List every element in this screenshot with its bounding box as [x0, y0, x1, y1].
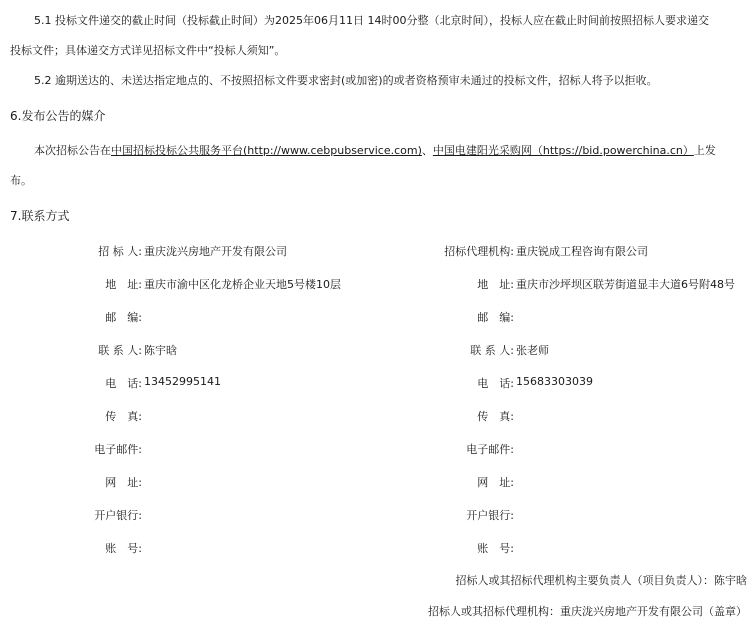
- right-contact-label: 电 话:: [477, 377, 514, 390]
- clause-5-1-line1: 5.1 投标文件递交的截止时间（投标截止时间）为2025年06月11日 14时00分整（北京时间），投标人应在截止时间前按照招标人要求递交: [34, 14, 709, 27]
- left-contact-value: 重庆泷兴房地产开发有限公司: [144, 245, 287, 258]
- media-text-prefix: 本次招标公告在: [34, 144, 111, 157]
- clause-5-2: 5.2 逾期送达的、未送达指定地点的、不按照招标文件要求密封(或加密)的或者资格预审未通过的投标文件，招标人将予以拒收。: [34, 74, 658, 87]
- responsible-person-line: 招标人或其招标代理机构主要负责人（项目负责人）：陈宇晗: [455, 574, 747, 587]
- left-contact-label: 网 址:: [105, 476, 142, 489]
- powerchina-link[interactable]: 中国电建阳光采购网（https://bid.powerchina.cn）: [432, 144, 694, 157]
- right-contact-label: 招标代理机构:: [444, 245, 514, 258]
- right-contact-value: 张老师: [516, 344, 549, 357]
- media-suffix: 上发: [693, 144, 716, 157]
- section-7-heading: 7.联系方式: [10, 209, 70, 223]
- left-contact-label: 招 标 人:: [98, 245, 142, 258]
- left-contact-label: 邮 编:: [105, 311, 142, 324]
- clause-5-1-line2: 投标文件；具体递交方式详见招标文件中“投标人须知”。: [10, 44, 286, 57]
- left-contact-label: 电子邮件:: [94, 443, 142, 456]
- right-contact-value: 15683303039: [516, 375, 593, 388]
- left-contact-label: 电 话:: [105, 377, 142, 390]
- media-paragraph-line2: 布。: [10, 174, 32, 187]
- right-contact-label: 邮 编:: [477, 311, 514, 324]
- left-contact-value: 13452995141: [144, 375, 221, 388]
- right-contact-value: 重庆市沙坪坝区联芳街道显丰大道6号附48号: [516, 278, 735, 291]
- right-contact-label: 账 号:: [477, 542, 514, 555]
- section-6-heading: 6.发布公告的媒介: [10, 109, 106, 123]
- right-contact-label: 地 址:: [477, 278, 514, 291]
- right-contact-label: 联 系 人:: [470, 344, 514, 357]
- left-contact-value: 重庆市渝中区化龙桥企业天地5号楼10层: [144, 278, 341, 291]
- left-contact-label: 联 系 人:: [98, 344, 142, 357]
- media-separator: 、: [421, 144, 433, 157]
- right-contact-label: 电子邮件:: [466, 443, 514, 456]
- right-contact-label: 传 真:: [477, 410, 514, 423]
- left-contact-label: 传 真:: [105, 410, 142, 423]
- right-contact-label: 网 址:: [477, 476, 514, 489]
- left-contact-label: 地 址:: [105, 278, 142, 291]
- left-contact-value: 陈宇晗: [144, 344, 177, 357]
- cebpubservice-link[interactable]: 中国招标投标公共服务平台(http://www.cebpubservice.com): [111, 144, 422, 157]
- media-paragraph-line1: [34, 142, 716, 158]
- right-contact-value: 重庆锐成工程咨询有限公司: [516, 245, 648, 258]
- stamp-line: 招标人或其招标代理机构：重庆泷兴房地产开发有限公司（盖章）: [428, 605, 747, 618]
- right-contact-label: 开户银行:: [466, 509, 514, 522]
- left-contact-label: 开户银行:: [94, 509, 142, 522]
- left-contact-label: 账 号:: [105, 542, 142, 555]
